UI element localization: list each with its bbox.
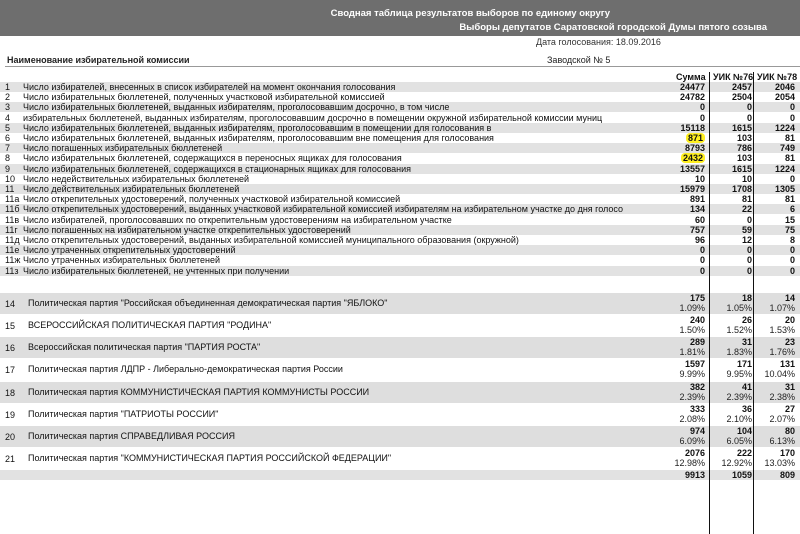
party-name: Политическая партия "Российская объединенная демократическая партия "ЯБЛОКО" — [28, 297, 388, 308]
party-percent: 2.10% — [726, 413, 752, 424]
sum-value — [665, 92, 705, 102]
party-number: 21 — [5, 454, 16, 465]
table-row — [0, 245, 800, 255]
party-percent: 1.07% — [769, 302, 795, 313]
sum-value — [665, 143, 705, 153]
table-row — [0, 164, 800, 174]
party-percent: 12.92% — [721, 458, 752, 469]
party-votes: 14 — [784, 292, 795, 303]
party-row — [0, 359, 800, 380]
table-row — [0, 143, 800, 153]
party-votes: 80 — [784, 426, 795, 436]
table-row — [0, 123, 800, 133]
column-divider — [753, 72, 754, 534]
row-label: Число утраченных открепительных удостоверений — [23, 245, 236, 256]
party-percent: 1.83% — [726, 347, 752, 358]
sum-value — [665, 123, 705, 133]
uik76-value: 12 — [741, 235, 752, 245]
uik78-value: 2046 — [774, 82, 795, 92]
party-number: 18 — [5, 387, 16, 398]
party-row — [0, 382, 800, 403]
sum-value — [665, 245, 705, 255]
sum-number: 8793 — [684, 143, 705, 154]
uik78-value: 81 — [784, 194, 795, 205]
uik78-value: 0 — [789, 112, 795, 123]
row-label: Число избирательных бюллетеней, выданных избирателям, проголосовавшим вне помещения для голосования — [23, 133, 494, 143]
row-label: Число открепительных удостоверений, выданных избирательной комиссией муниципального образования (окружной) — [23, 235, 519, 245]
column-divider — [709, 72, 710, 534]
table-row — [0, 194, 800, 204]
report-subtitle: Выборы депутатов Саратовской городской Думы пятого созыва — [459, 22, 767, 33]
party-percent: 1.50% — [679, 325, 705, 335]
row-label: Число погашенных на избирательном участке открепительных удостоверений — [23, 224, 351, 235]
table-row — [0, 204, 800, 214]
party-number: 16 — [5, 343, 16, 354]
row-number: 7 — [5, 143, 11, 154]
row-number: 11з — [5, 265, 19, 276]
uik78-value: 0 — [789, 265, 795, 276]
commission-name: Заводской № 5 — [547, 55, 611, 65]
party-votes: 131 — [779, 359, 795, 370]
party-name: Политическая партия КОММУНИСТИЧЕСКАЯ ПАРТИЯ КОММУНИСТЫ РОССИИ — [28, 386, 370, 397]
sum-value — [665, 235, 705, 245]
uik78-value: 81 — [784, 153, 795, 164]
row-number: 11е — [5, 245, 20, 256]
table-row — [0, 113, 800, 123]
divider — [5, 66, 800, 67]
uik76-value: 59 — [741, 224, 752, 235]
sum-number: 60 — [694, 214, 705, 225]
sum-value — [665, 82, 705, 92]
sum-value — [665, 153, 705, 163]
uik76-value: 0 — [746, 112, 752, 123]
uik76-value: 0 — [746, 102, 752, 113]
uik76-value: 786 — [736, 143, 752, 154]
section-gap — [0, 276, 800, 294]
sum-value — [665, 225, 705, 235]
voting-date: Дата голосования: 18.09.2016 — [536, 37, 661, 47]
row-label: Число открепительных удостоверений, выданных участковой избирательной комиссией избирателям на избирательном участке до дня голосо — [23, 204, 624, 215]
row-number: 11д — [5, 235, 20, 245]
uik78-value: 0 — [789, 245, 795, 256]
table-row — [0, 235, 800, 245]
party-votes: 175 — [689, 292, 705, 303]
sum-number: 96 — [694, 235, 705, 245]
row-number: 11 — [5, 184, 15, 194]
sum-number: 15118 — [680, 122, 705, 133]
sum-value — [665, 266, 705, 276]
party-percent: 1.53% — [769, 325, 795, 335]
party-number: 17 — [5, 365, 16, 376]
table-row — [0, 266, 800, 276]
col-header-sum: Сумма — [676, 72, 706, 82]
party-percent: 1.52% — [726, 325, 752, 335]
uik76-value: 22 — [741, 204, 752, 215]
col-header-uik78: УИК №78 — [757, 72, 798, 82]
sum-number: 891 — [689, 194, 705, 205]
row-label: Число утраченных избирательных бюллетеней — [23, 255, 221, 266]
row-label: Число избирательных бюллетеней, не учтенных при получении — [23, 265, 290, 276]
party-percent: 1.09% — [679, 302, 705, 313]
uik76-value: 103 — [736, 133, 752, 143]
party-votes: 104 — [736, 426, 752, 436]
sum-number: 134 — [689, 204, 705, 215]
uik78-value: 8 — [789, 235, 795, 245]
row-label: Число избирательных бюллетеней, содержащихся в стационарных ящиках для голосования — [23, 163, 412, 174]
sum-value — [665, 255, 705, 265]
party-votes: 20 — [784, 315, 795, 325]
party-percent: 10.04% — [764, 369, 795, 380]
uik76-value: 2504 — [731, 92, 752, 103]
party-number: 14 — [5, 298, 16, 309]
uik78-value: 81 — [784, 133, 795, 143]
uik76-value: 0 — [746, 255, 752, 266]
table-row — [0, 133, 800, 143]
sum-number: 24477 — [679, 82, 705, 92]
party-votes: 333 — [689, 403, 705, 414]
sum-value — [665, 113, 705, 123]
party-votes: 31 — [741, 337, 752, 348]
commission-bar — [0, 49, 800, 71]
row-label: Число избирательных бюллетеней, содержащихся в переносных ящиках для голосования — [23, 153, 402, 164]
party-name: Всероссийская политическая партия "ПАРТИЯ РОСТА" — [28, 342, 261, 353]
party-number: 15 — [5, 321, 16, 331]
party-row — [0, 404, 800, 425]
party-row — [0, 426, 800, 447]
sum-value — [665, 102, 705, 112]
table-row-partial — [0, 470, 800, 480]
uik78-value: 1224 — [774, 163, 795, 174]
sum-value — [665, 174, 705, 184]
row-number: 11б — [5, 204, 20, 215]
row-label: Число избирателей, проголосовавших по открепительным удостоверениям на избирательном участке — [23, 214, 452, 225]
sum-value — [665, 164, 705, 174]
party-row — [0, 293, 800, 314]
party-percent: 12.98% — [674, 458, 705, 469]
uik76-value: 1615 — [731, 122, 752, 133]
party-votes: 170 — [779, 448, 795, 459]
party-votes: 974 — [689, 426, 705, 436]
party-votes: 23 — [784, 337, 795, 348]
sum-number: 15979 — [679, 184, 705, 194]
party-percent: 13.03% — [764, 458, 795, 469]
sum-value — [665, 133, 705, 143]
sum-number: 0 — [699, 265, 705, 276]
table-row — [0, 215, 800, 225]
party-votes: 289 — [689, 337, 705, 348]
sum-number: 2432 — [682, 153, 703, 164]
sum-number: 10 — [694, 173, 705, 184]
table-row — [0, 174, 800, 184]
table-row — [0, 184, 800, 194]
row-number: 11в — [5, 214, 20, 225]
uik76-value: 2457 — [731, 82, 752, 92]
party-percent: 2.38% — [769, 391, 795, 402]
date-bar — [0, 36, 800, 47]
party-percent: 6.13% — [769, 436, 795, 446]
table-row — [0, 255, 800, 265]
uik76-value: 1708 — [731, 184, 752, 194]
row-number: 2 — [5, 92, 11, 103]
party-percent: 2.08% — [679, 413, 705, 424]
uik78-value: 0 — [789, 255, 795, 266]
party-votes: 26 — [741, 315, 752, 325]
party-name: Политическая партия ЛДПР - Либерально-демократическая партия России — [28, 364, 343, 375]
row-number: 6 — [5, 133, 11, 143]
row-label: Число открепительных удостоверений, полученных участковой избирательной комиссией — [23, 194, 401, 205]
row-number: 11ж — [5, 255, 21, 266]
party-number: 20 — [5, 432, 16, 442]
row-label: Число действительных избирательных бюллетеней — [23, 184, 240, 194]
sum-number: 24782 — [679, 92, 705, 103]
uik76-value: 103 — [736, 153, 752, 164]
party-row — [0, 315, 800, 336]
row-label: Число избирательных бюллетеней, выданных избирателям, проголосовавшим в помещении для голосования в — [23, 122, 492, 133]
party-name: Политическая партия "ПАТРИОТЫ РОССИИ" — [28, 408, 219, 419]
row-number: 5 — [5, 122, 11, 133]
row-label: Число недействительных избирательных бюллетеней — [23, 173, 250, 184]
uik78-value: 15 — [784, 214, 795, 225]
sum-value: 9913 — [684, 470, 705, 481]
row-label: Число избирателей, внесенных в список избирателей на момент окончания голосования — [23, 82, 396, 92]
party-votes: 171 — [736, 359, 752, 370]
party-row — [0, 337, 800, 358]
uik76-value: 1615 — [731, 163, 752, 174]
table-row — [0, 225, 800, 235]
row-number: 9 — [5, 163, 11, 174]
uik76-value: 0 — [746, 245, 752, 256]
table-row — [0, 82, 800, 92]
sum-number: 871 — [687, 133, 703, 143]
party-percent: 2.39% — [679, 391, 705, 402]
uik78-value: 0 — [789, 102, 795, 113]
party-votes: 31 — [784, 381, 795, 392]
uik78-value: 2054 — [774, 92, 795, 103]
party-votes: 2076 — [684, 448, 705, 459]
uik78-value: 6 — [789, 204, 795, 215]
sum-number: 0 — [699, 112, 705, 123]
sum-value — [665, 184, 705, 194]
uik76-value: 0 — [746, 265, 752, 276]
sum-number: 757 — [689, 224, 705, 235]
party-votes: 222 — [736, 448, 752, 459]
party-votes: 382 — [689, 381, 705, 392]
party-percent: 9.95% — [726, 369, 752, 380]
sum-number: 0 — [699, 245, 705, 256]
party-votes: 240 — [689, 315, 705, 325]
uik76-value: 10 — [741, 173, 752, 184]
row-label: Число погашенных избирательных бюллетеней — [23, 143, 223, 154]
sum-value — [665, 215, 705, 225]
party-votes: 18 — [741, 292, 752, 303]
party-name: Политическая партия СПРАВЕДЛИВАЯ РОССИЯ — [28, 431, 235, 441]
uik78-value: 1305 — [774, 184, 795, 194]
row-number: 8 — [5, 153, 11, 164]
party-name: ВСЕРОССИЙСКАЯ ПОЛИТИЧЕСКАЯ ПАРТИЯ "РОДИНА" — [28, 320, 272, 330]
sum-number: 0 — [699, 102, 705, 113]
party-percent: 9.99% — [679, 369, 705, 380]
row-number: 3 — [5, 102, 11, 113]
row-number: 11г — [5, 224, 18, 235]
party-percent: 2.39% — [726, 391, 752, 402]
party-row — [0, 448, 800, 469]
party-name: Политическая партия "КОММУНИСТИЧЕСКАЯ ПАРТИЯ РОССИЙСКОЙ ФЕДЕРАЦИИ" — [28, 453, 392, 464]
party-percent: 6.09% — [679, 436, 705, 446]
uik78-value: 0 — [789, 173, 795, 184]
report-title: Сводная таблица результатов выборов по единому округу — [330, 8, 610, 19]
uik76-value: 0 — [746, 214, 752, 225]
row-number: 4 — [5, 112, 11, 123]
party-percent: 6.05% — [726, 436, 752, 446]
sum-number: 13557 — [679, 163, 705, 174]
commission-label: Наименование избирательной комиссии — [7, 55, 190, 65]
uik78-value: 809 — [779, 470, 795, 481]
row-label: Число избирательных бюллетеней, выданных избирателям, проголосовавшим досрочно, в том числе — [23, 102, 450, 113]
row-number: 10 — [5, 173, 16, 184]
party-percent: 1.05% — [726, 302, 752, 313]
row-number: 1 — [5, 82, 11, 92]
party-percent: 2.07% — [769, 413, 795, 424]
party-number: 19 — [5, 409, 16, 420]
sum-value — [665, 194, 705, 204]
col-header-uik76: УИК №76 — [713, 72, 754, 82]
uik76-value: 1059 — [731, 470, 752, 481]
uik76-value: 81 — [741, 194, 752, 205]
uik78-value: 1224 — [774, 122, 795, 133]
uik78-value: 749 — [779, 143, 795, 154]
party-percent: 1.81% — [679, 347, 705, 358]
report-header — [0, 0, 800, 36]
party-votes: 36 — [741, 403, 752, 414]
row-label: избирательных бюллетеней, выданных избирателям, проголосовавшим досрочно в помещении окружной избирательной комиссии муниц — [23, 112, 603, 123]
table-row — [0, 92, 800, 102]
uik78-value: 75 — [784, 224, 795, 235]
party-votes: 41 — [741, 381, 752, 392]
table-row — [0, 153, 800, 163]
sum-number: 0 — [699, 255, 705, 266]
party-votes: 27 — [784, 403, 795, 414]
party-votes: 1597 — [684, 359, 705, 370]
row-label: Число избирательных бюллетеней, полученных участковой избирательной комиссией — [23, 92, 385, 103]
row-number: 11а — [5, 194, 20, 205]
table-row — [0, 102, 800, 112]
sum-value — [665, 204, 705, 214]
party-percent: 1.76% — [769, 347, 795, 358]
